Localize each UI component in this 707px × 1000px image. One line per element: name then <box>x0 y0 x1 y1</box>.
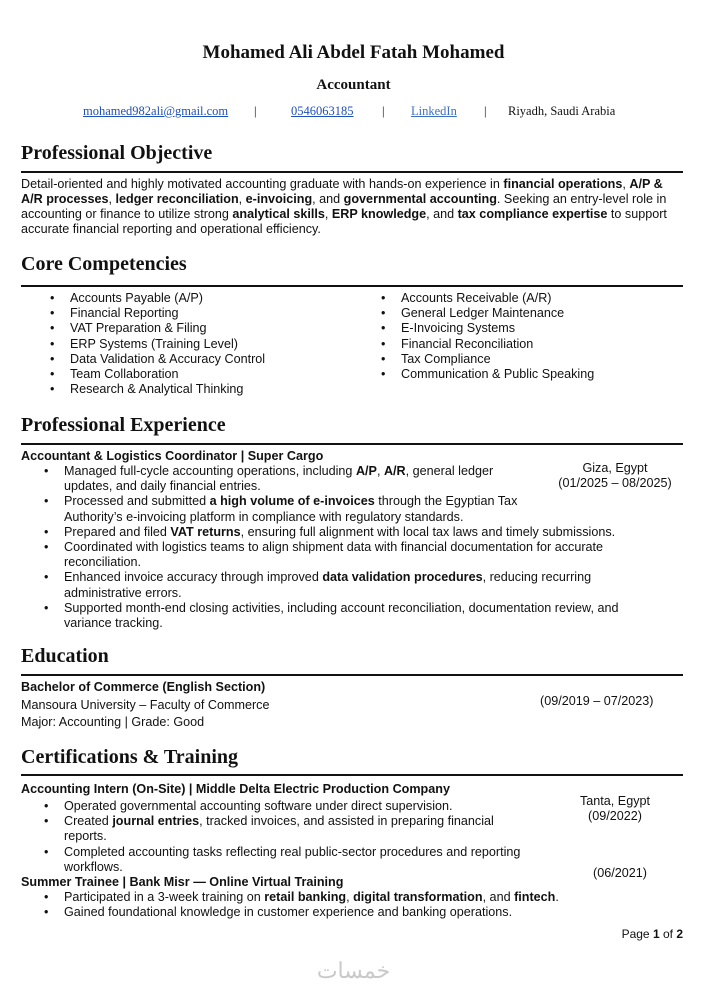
contact-separator: | <box>484 104 487 118</box>
experience-location: Giza, Egypt <box>582 461 648 475</box>
text-run: , <box>238 192 246 206</box>
experience-job-title: Accountant & Logistics Coordinator | Super Cargo <box>21 449 324 463</box>
contact-separator: | <box>254 104 257 118</box>
text-run: through the Egyptian Tax Authority’s e-invoicing platform in compliance with regulatory standards. <box>64 494 518 524</box>
text-run: Operated governmental accounting software under direct supervision. <box>64 799 453 813</box>
text-run: Coordinated with logistics teams to align shipment data with financial documentation for accurate reconciliation. <box>64 540 604 570</box>
bold-text: A/P & A/R processes <box>21 177 663 206</box>
bold-text: ledger reconciliation <box>115 192 239 206</box>
experience-bullet <box>64 494 534 524</box>
cert1-bullet <box>64 799 534 814</box>
text-run: Supported month-end closing activities, including account reconciliation, documentation review, and variance tracking. <box>64 600 619 631</box>
competency-item: • VAT Preparation & Filing <box>70 321 265 336</box>
bold-text: VAT returns <box>170 524 241 539</box>
education-school: Mansoura University – Faculty of Commerce <box>21 698 270 712</box>
objective-heading: Professional Objective <box>21 142 213 164</box>
text-run: , <box>108 192 116 206</box>
email-link[interactable] <box>83 104 228 119</box>
education-degree: Bachelor of Commerce (English Section) <box>21 680 266 694</box>
bold-text: A/R <box>383 464 406 478</box>
bold-text: e-invoicing <box>245 192 313 206</box>
section-divider <box>21 443 683 445</box>
bold-text: a high volume of e-invoices <box>209 494 375 509</box>
bold-text: data validation procedures <box>322 570 483 585</box>
text-run: . <box>555 890 559 904</box>
cert1-location-dates <box>540 794 690 824</box>
cert1-bullet <box>64 814 534 844</box>
page-prefix: Page <box>621 927 653 941</box>
competencies-heading: Core Competencies <box>21 253 187 275</box>
section-divider <box>21 285 683 287</box>
experience-bullet <box>64 601 654 631</box>
text-run: , ensuring full alignment with local tax laws and timely submissions. <box>240 524 616 539</box>
text-run: Created <box>64 814 113 829</box>
text-run: Completed accounting tasks reflecting real public-sector procedures and reporting workflows. <box>64 844 521 874</box>
bold-text: fintech <box>514 890 556 904</box>
cert1-bullet <box>64 845 544 875</box>
experience-dates: (01/2025 – 08/2025) <box>558 476 672 490</box>
text-run: , <box>324 207 332 221</box>
competency-item: • Accounts Payable (A/P) <box>70 291 265 306</box>
competency-item: • Tax Compliance <box>401 352 594 367</box>
certifications-heading: Certifications & Training <box>21 746 239 768</box>
bold-text: ERP knowledge <box>331 207 427 221</box>
contact-separator: | <box>382 104 385 118</box>
bold-text: governmental accounting <box>343 192 497 206</box>
phone-link[interactable] <box>291 104 354 119</box>
competency-item: • Financial Reporting <box>70 306 265 321</box>
objective-paragraph <box>21 177 681 237</box>
competency-item: • Research & Analytical Thinking <box>70 382 265 397</box>
experience-location-dates <box>540 461 690 491</box>
text-run: Managed full-cycle accounting operations, including <box>64 464 356 478</box>
bold-text: retail banking <box>264 890 347 904</box>
cert1-title: Accounting Intern (On-Site) | Middle Delta Electric Production Company <box>21 782 450 796</box>
text-run: . Seeking an entry-level role in accounting or finance to utilize strong <box>21 192 667 221</box>
cert2-bullets <box>64 890 624 920</box>
linkedin-link-text[interactable]: LinkedIn <box>411 104 457 118</box>
competency-item: • General Ledger Maintenance <box>401 306 594 321</box>
cert2-title: Summer Trainee | Bank Misr — Online Virtual Training <box>21 875 344 889</box>
candidate-name: Mohamed Ali Abdel Fatah Mohamed <box>202 42 505 63</box>
bold-text: analytical skills <box>232 207 325 221</box>
text-run: , and <box>426 207 458 221</box>
text-run: , <box>622 177 630 191</box>
competency-item: • E-Invoicing Systems <box>401 321 594 336</box>
text-run: , general ledger updates, and daily financial entries. <box>64 464 494 494</box>
bold-text: journal entries <box>112 814 200 829</box>
section-divider <box>21 674 683 676</box>
text-run: , and <box>482 890 515 904</box>
email-link-text[interactable]: mohamed982ali@gmail.com <box>83 104 229 118</box>
text-run: Participated in a 3-week training on <box>64 890 265 904</box>
bold-text: tax compliance expertise <box>457 207 608 221</box>
section-divider <box>21 171 683 173</box>
linkedin-link[interactable] <box>411 104 457 119</box>
cert2-bullet <box>64 890 624 905</box>
text-run: , <box>376 464 384 478</box>
page-total: 2 <box>676 927 683 941</box>
experience-bullet <box>64 540 644 570</box>
competencies-right-list <box>401 291 594 382</box>
competency-item: • Accounts Receivable (A/R) <box>401 291 594 306</box>
competency-item: • Communication & Public Speaking <box>401 367 594 382</box>
text-run: Gained foundational knowledge in customer experience and banking operations. <box>64 905 513 920</box>
cert2-bullet <box>64 905 624 920</box>
education-heading: Education <box>21 645 109 667</box>
experience-bullet <box>64 525 674 540</box>
competencies-left-list <box>70 291 265 397</box>
competency-item: • ERP Systems (Training Level) <box>70 337 265 352</box>
text-run: Processed and submitted <box>64 494 210 509</box>
text-run: Prepared and filed <box>64 524 171 539</box>
experience-heading: Professional Experience <box>21 414 226 436</box>
text-run: , tracked invoices, and assisted in preparing financial reports. <box>64 814 494 844</box>
bold-text: A/P <box>355 464 377 478</box>
competency-item: • Team Collaboration <box>70 367 265 382</box>
page-of: of <box>659 927 677 941</box>
text-run: , <box>346 890 354 904</box>
cert1-dates: (09/2022) <box>588 809 642 823</box>
job-role: Accountant <box>316 77 391 93</box>
competency-item: • Financial Reconciliation <box>401 337 594 352</box>
education-major: Major: Accounting | Grade: Good <box>21 715 205 729</box>
experience-bullet <box>64 464 534 494</box>
text-run: , reducing recurring administrative errors. <box>64 570 592 600</box>
cert1-bullets <box>64 799 534 875</box>
section-divider <box>21 774 683 776</box>
page-number <box>622 927 683 941</box>
competency-item: • Data Validation & Accuracy Control <box>70 352 265 367</box>
phone-link-text[interactable]: 0546063185 <box>291 104 354 118</box>
text-run: , and <box>312 192 344 206</box>
experience-bullet <box>64 570 624 600</box>
text-run: Detail-oriented and highly motivated accounting graduate with hands-on experience in <box>21 177 504 191</box>
location-text: Riyadh, Saudi Arabia <box>508 104 616 118</box>
page-current: 1 <box>652 927 660 941</box>
cert1-location: Tanta, Egypt <box>579 794 650 808</box>
cert2-dates: (06/2021) <box>593 866 647 880</box>
text-run: to support accurate financial reporting and operational efficiency. <box>21 207 667 236</box>
bold-text: digital transformation <box>353 890 483 904</box>
text-run: Enhanced invoice accuracy through improved <box>64 570 323 585</box>
education-dates: (09/2019 – 07/2023) <box>540 694 654 708</box>
bold-text: financial operations <box>503 177 623 191</box>
watermark-logo: خمسات <box>316 958 391 983</box>
